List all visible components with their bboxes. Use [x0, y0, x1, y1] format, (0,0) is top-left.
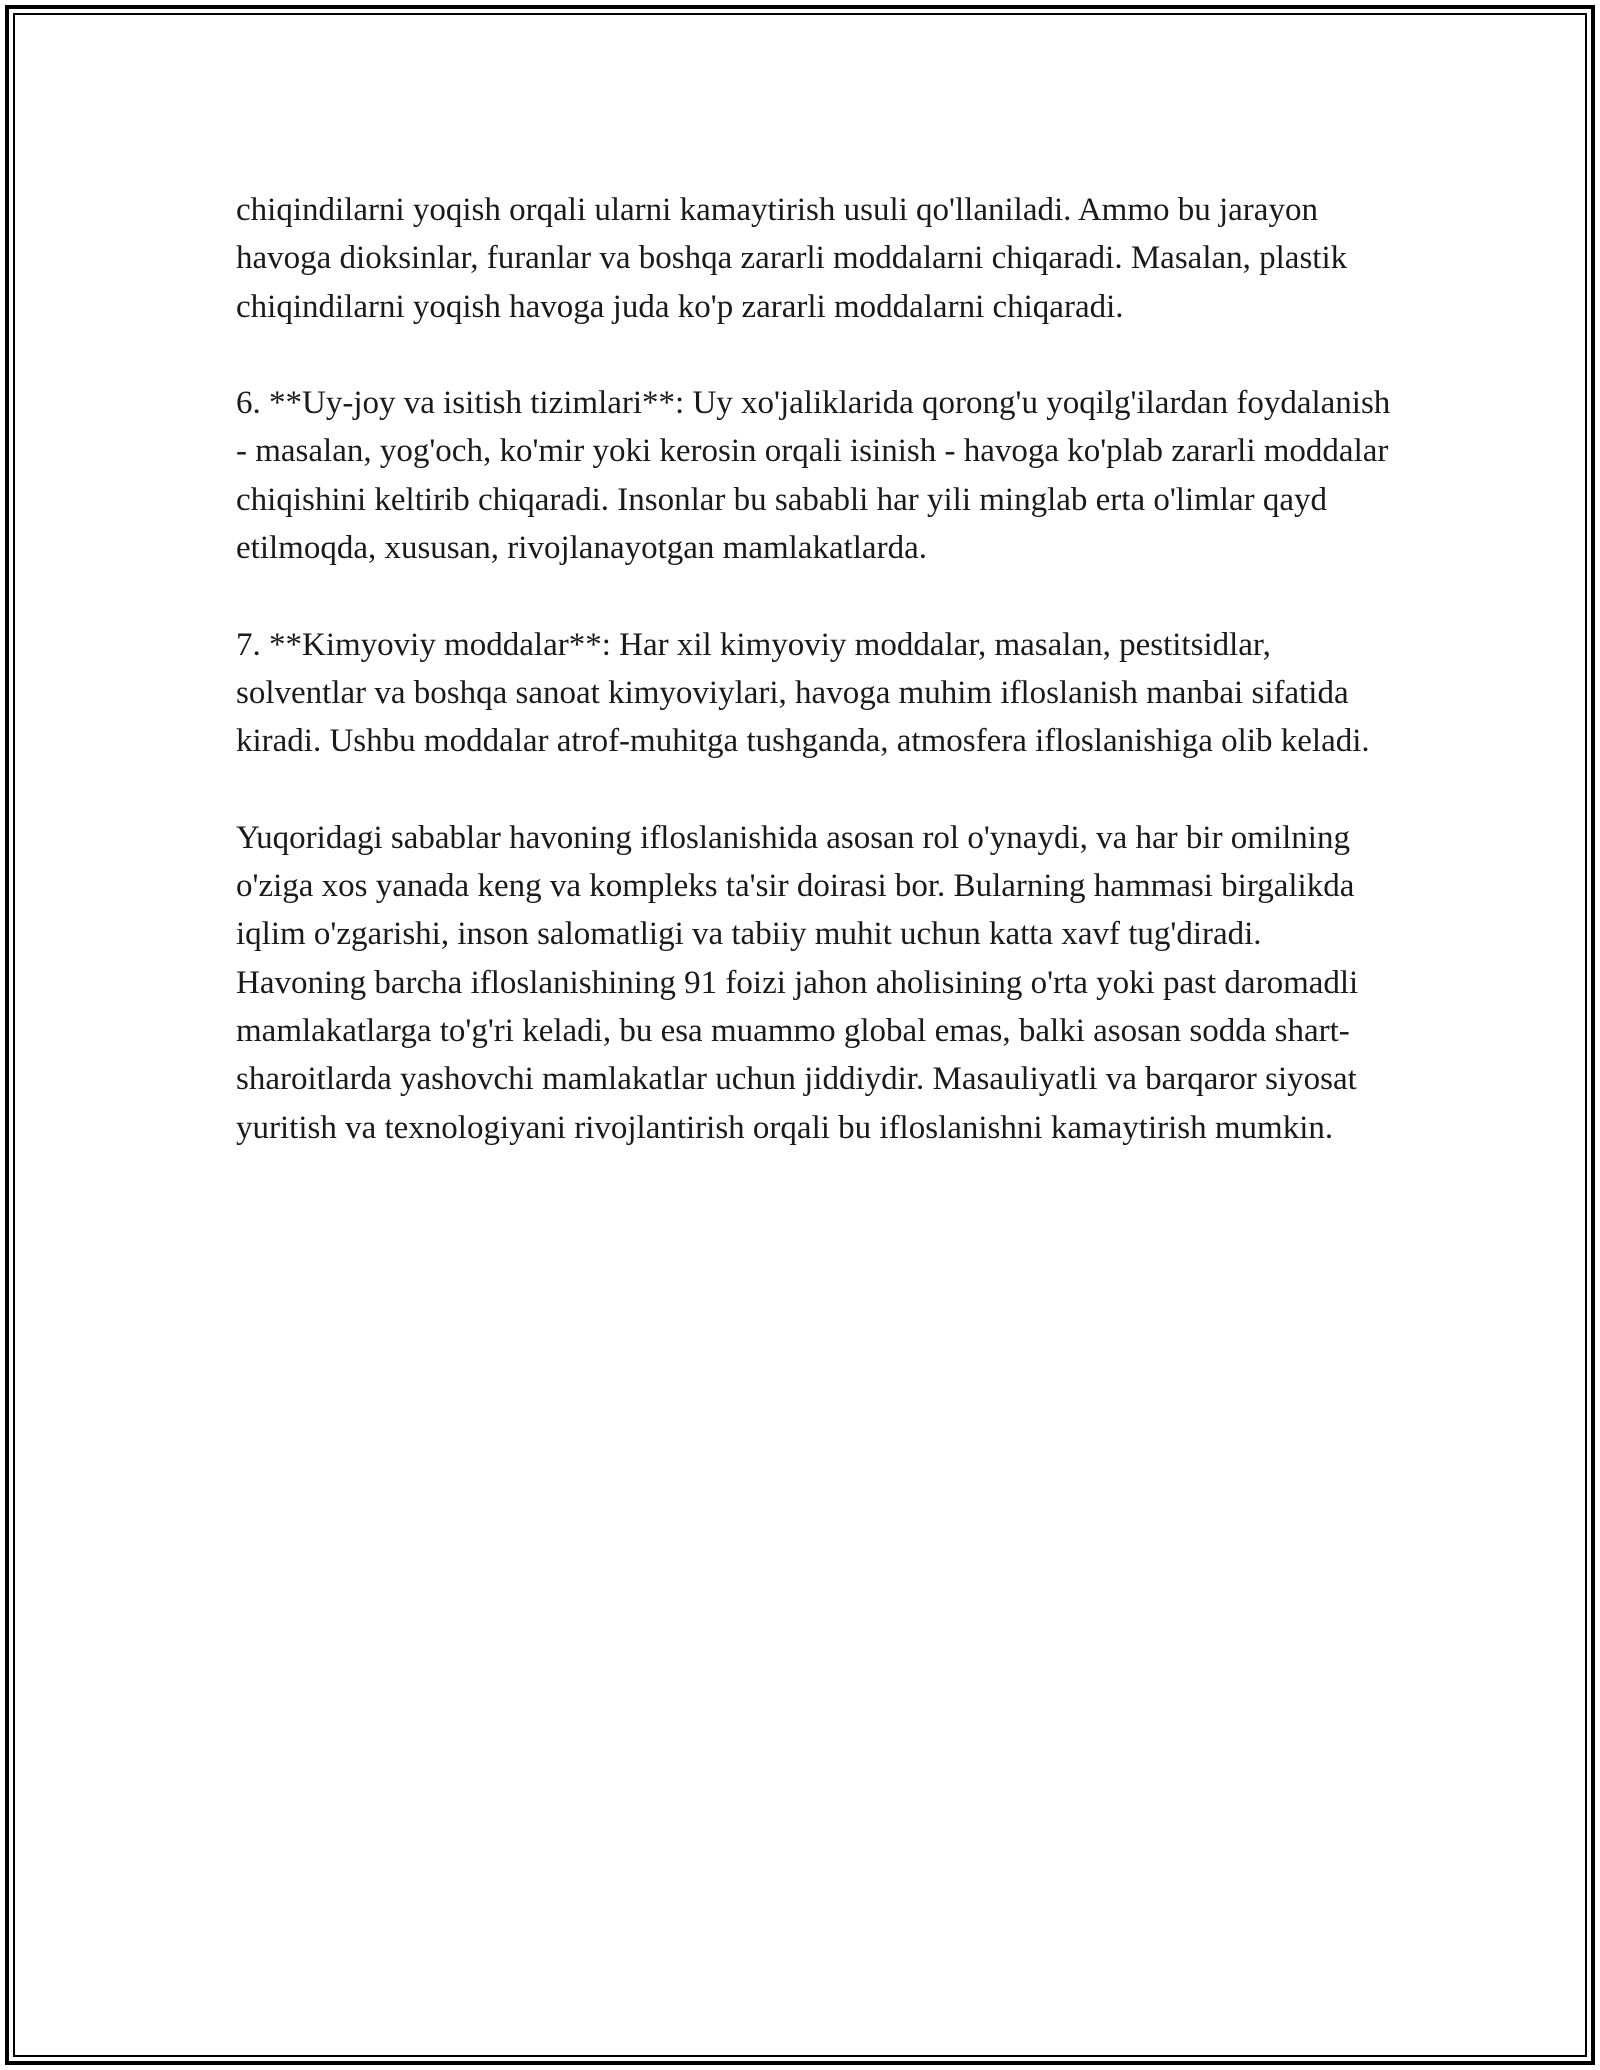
paragraph-housing-heating: 6. **Uy-joy va isitish tizimlari**: Uy xo'jaliklarida qorong'u yoqilg'ilardan foydalanish - masalan, yog'och, ko'mir yoki kerosin orqali isinish - havoga ko'plab zararli moddalar chiqishini keltirib chiqaradi. Insonlar bu sababli har yili minglab erta o'limlar qayd etilmoqda, xususan, rivojlanayotgan mamlakatlarda. [236, 385, 1391, 567]
document-body [236, 186, 1396, 1152]
paragraph-chemicals: 7. **Kimyoviy moddalar**: Har xil kimyoviy moddalar, masalan, pestitsidlar, solventlar va boshqa sanoat kimyoviylari, havoga muhim ifloslanish manbai sifatida kiradi. Ushbu moddalar atrof-muhitga tushganda, atmosfera ifloslanishiga olib keladi. [236, 626, 1370, 760]
paragraph-conclusion: Yuqoridagi sabablar havoning ifloslanishida asosan rol o'ynaydi, va har bir omilning o'ziga xos yanada keng va kompleks ta'sir doirasi bor. Bularning hammasi birgalikda iqlim o'zgarishi, inson salomatligi va tabiiy muhit uchun katta xavf tug'diradi. Havoning barcha ifloslanishining 91 foizi jahon aholisining o'rta yoki past daromadli mamlakatlarga to'g'ri keladi, bu esa muammo global emas, balki asosan sodda shart-sharoitlarda yashovchi mamlakatlar uchun jiddiydir. Masauliyatli va barqaror siyosat yuritish va texnologiyani rivojlantirish orqali bu ifloslanishni kamaytirish mumkin. [236, 819, 1359, 1146]
paragraph-waste-burning: chiqindilarni yoqish orqali ularni kamaytirish usuli qo'llaniladi. Ammo bu jarayon havoga dioksinlar, furanlar va boshqa zararli moddalarni chiqaradi. Masalan, plastik chiqindilarni yoqish havoga juda ko'p zararli moddalarni chiqaradi. [236, 192, 1348, 325]
